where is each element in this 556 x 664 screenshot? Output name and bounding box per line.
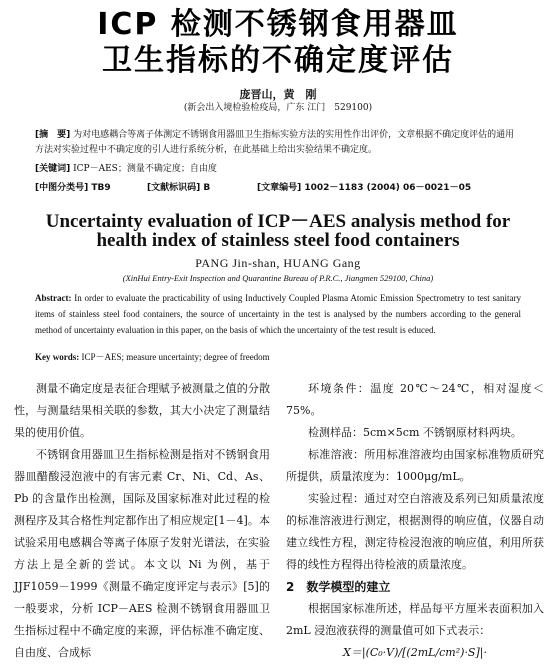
affiliation-cn: (新会出入境检验检疫局，广东 江门 529100) — [183, 103, 373, 113]
keywords-cn — [35, 162, 521, 177]
keywords-cn-text: ICP－AES；测量不确定度；自由度 — [73, 164, 217, 174]
keywords-en-text: ICP－AES; measure uncertainty; degree of freedom — [81, 352, 270, 362]
abstract-en — [35, 290, 521, 338]
title-cn-line1: ICP 检测不锈钢食用器皿 — [97, 7, 459, 42]
keywords-en-label: Key words: — [35, 352, 80, 362]
document-code: [文献标识码] B — [147, 183, 211, 193]
environment-conditions: 环境条件：温度 20℃～24℃，相对湿度＜75%。 — [286, 382, 544, 417]
keywords-en — [35, 350, 521, 363]
model-paragraph: 根据国家标准所述，样品每平方厘米表面积加入 2mL 浸泡液获得的测量值可如下式表示： — [286, 602, 544, 637]
abstract-cn — [35, 128, 521, 158]
authors-cn: 庞晋山，黄 刚 — [239, 88, 317, 101]
article-number: [文章编号] 1002－1183 (2004) 06－0021－05 — [257, 183, 472, 193]
standard-solution: 标准溶液：所用标准溶液均由国家标准物质研究所提供，质量浓度为：1000μg/mL。 — [286, 448, 544, 483]
body-paragraph: 不锈钢食用器皿卫生指标检测是指对不锈钢食用器皿醋酸浸泡液中的有害元素 Cr、Ni、Cd、As、Pb 的含量作出检测，国际及国家标准对此过程的检测程序及其合格性判定都作出了相应规定[1－4]。本试验采用电感耦合等离子体原子发射光谱法，在实验方法上是全新的尝试。本文以 Ni 为例，基于 JJF1059－1999《测量不确定度评定与表示》[5]的一般要求，分析 ICP－AES 检测不锈钢食用器皿卫生指标过程中不确定度的来源，评估标准不确定度、自由度、合成标 — [14, 448, 270, 659]
abstract-en-text: In order to evaluate the practicability of using Inductively Coupled Plasma Atomic Emission Spectrometry to test sanitary items of stainless steel food containers, the source of uncertainty in the test is analysed by the numbers according to the general method of uncertainty evaluation in this paper, on the basis of which the uncertainty of the test result is educed. — [35, 293, 522, 335]
section-heading: 2 数学模型的建立 — [286, 580, 391, 594]
test-sample: 检测样品：5cm×5cm 不锈钢原材料两块。 — [308, 426, 522, 439]
abstract-en-label: Abstract: — [35, 293, 72, 303]
clc-number: [中图分类号] TB9 — [35, 183, 111, 193]
title-en-line1: Uncertainty evaluation of ICP－AES analysis method for — [45, 211, 511, 232]
body-right-column — [286, 378, 544, 664]
abstract-cn-label: [摘 要] — [35, 130, 71, 140]
formula: X＝|(C₀·V)/[(2mL/cm²)·S]|· — [343, 646, 487, 659]
body-left-column — [14, 378, 270, 664]
body-paragraph: 测量不确定度是表征合理赋予被测量之值的分散性，与测量结果相关联的参数，其大小决定了测量结果的使用价值。 — [14, 382, 270, 439]
abstract-cn-text: 为对电感耦合等离子体测定不锈钢食用器皿卫生指标实验方法的实用性作出评价，文章根据不确定度评估的通用方法对实验过程中不确定度的引人进行系统分析，在此基础上给出实验结果不确定度。 — [35, 130, 515, 155]
experiment-process: 实验过程：通过对空白溶液及系列已知质量浓度的标准溶液进行测定，根据测得的响应值，仪器自动建立线性方程，测定待检浸泡液的响应值，利用所获得的线性方程得出待检液的质量浓度。 — [286, 492, 544, 571]
authors-en: PANG Jin-shan, HUANG Gang — [195, 256, 361, 270]
title-cn-line2: 卫生指标的不确定度评估 — [102, 43, 454, 78]
title-en-line2: health index of stainless steel food containers — [96, 230, 460, 251]
affiliation-en: (XinHui Entry-Exit Inspection and Quarantine Bureau of P.R.C., Jiangmen 529100, China) — [122, 273, 434, 283]
keywords-cn-label: [关键词] — [35, 164, 71, 174]
